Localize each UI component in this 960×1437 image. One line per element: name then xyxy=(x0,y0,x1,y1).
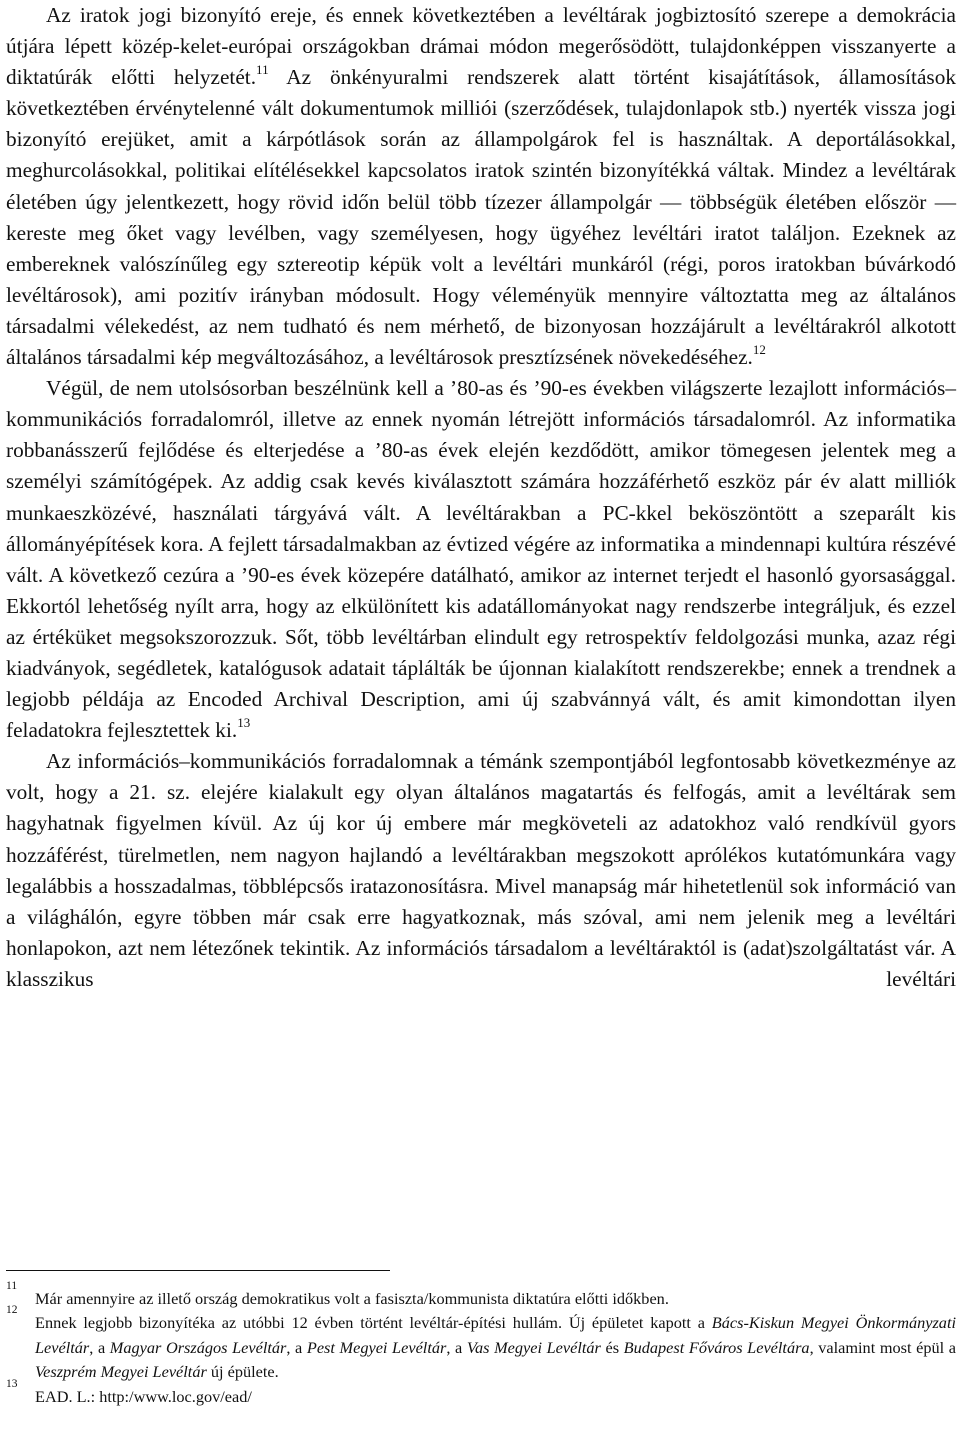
footnote-italic-segment: Magyar Országos Levéltár xyxy=(109,1337,287,1357)
footnote-italic-segment: Bács-Kiskun Megyei Önkormányzati Levéltár xyxy=(35,1313,956,1357)
footnote-12 xyxy=(6,1304,956,1384)
paragraph-2 xyxy=(6,373,956,746)
footnote-segment: EAD. L.: http:/www.loc.gov/ead/ xyxy=(35,1386,252,1406)
footnote-italic-segment: Pest Megyei Levéltár xyxy=(306,1337,447,1357)
footnote-number: 11 xyxy=(6,1280,18,1292)
footnote-text xyxy=(35,1387,252,1406)
footnote-italic-segment: Budapest Főváros Levéltára xyxy=(623,1337,810,1357)
footnote-segment: , a xyxy=(286,1337,307,1357)
footnote-segment: , a xyxy=(446,1337,467,1357)
footnotes-section xyxy=(6,1280,956,1409)
footnote-11 xyxy=(6,1280,956,1311)
paragraph-1-text-a: Az iratok jogi bizonyító ereje, és ennek következtében a levéltárak jogbiztosító szerepe a demokrácia útjára lépett közép-kelet-európai országokban drámai módon megerősödött, tulajdonképpen visszanyerte a diktatúrák előtti helyzetét. xyxy=(6,3,956,90)
footnote-13 xyxy=(6,1377,956,1409)
footnote-number: 12 xyxy=(6,1304,18,1317)
footnote-ref-12[interactable]: 12 xyxy=(752,342,766,358)
footnote-italic-segment: Veszprém Megyei Levéltár xyxy=(35,1362,207,1382)
paragraph-1 xyxy=(6,0,956,373)
footnote-ref-11[interactable]: 11 xyxy=(256,62,269,78)
paragraph-3 xyxy=(6,746,956,995)
footnote-segment: , a xyxy=(89,1337,110,1357)
footnote-segment: új épülete. xyxy=(206,1362,279,1382)
footnote-separator xyxy=(6,1270,390,1271)
footnote-segment: és xyxy=(600,1337,624,1357)
footnote-italic-segment: Vas Megyei Levéltár xyxy=(466,1337,601,1357)
footnote-text xyxy=(35,1313,956,1381)
footnote-segment: Már amennyire az illető ország demokratikus volt a fasiszta/kommunista diktatúra előtti időkben. xyxy=(35,1289,669,1308)
footnote-segment: , valamint most épül a xyxy=(809,1337,956,1357)
document-page xyxy=(6,0,956,995)
footnote-segment: Ennek legjobb bizonyítéka az utóbbi 12 évben történt levéltár-építési hullám. Új épületet kapott a xyxy=(35,1313,712,1333)
paragraph-2-text: Végül, de nem utolsósorban beszélnünk kell a ’80-as és ’90-es években világszerte lezajlott információs–kommunikációs forradalomról, illetve az ennek nyomán létrejött információs társadalomról. Az informatika robbanásszerű fejlődése és elterjedése a ’80-as évek elején kezdődött, amikor tömegesen jelentek meg a személyi számítógépek. Az addig csak kevés kiválasztott számára hozzáférhető eszköz pár év alatt milliók munkaeszközévé, használati tárgyává vált. A levéltárakban a PC-kkel beköszöntött a szeparált kis állományépítések kora. A fejlett társadalmakban az évtized végére az informatika a mindennapi kultúra részévé vált. A következő cezúra a ’90-es évek közepére datálható, amikor az internet terjedt el hasonló gyorsasággal. Ekkortól lehetőség nyílt arra, hogy az elkülönített kis adatállományokat nagy rendszerbe integráljuk, és ezzel az értéküket megsokszorozzuk. Sőt, több levéltárban elindult egy retrospektív feldolgozási munka, azaz régi kiadványok, segédletek, katalógusok adatait táplálták be újonnan kialakított rendszerekbe; ennek a trendnek a legjobb példája az Encoded Archival Description, ami új szabvánnyá vált, és amit kimondottan ilyen feladatokra fejlesztettek ki. xyxy=(6,376,956,743)
footnote-text xyxy=(35,1289,669,1308)
footnote-number: 13 xyxy=(6,1377,18,1390)
paragraph-1-text-b: Az önkényuralmi rendszerek alatt történt kisajátítások, államosítások következtében érvénytelenné vált dokumentumok milliói (szerződések, tulajdonlapok stb.) nyerték vissza jogi bizonyító erejüket, amit a kárpótlások során az állampolgárok fel is használtak. A deportálásokkal, meghurcolásokkal, politikai elítélésekkel kapcsolatos iratok szintén bizonyítékká váltak. Mindez a levéltárak életében úgy jelentkezett, hogy rövid időn belül több tízezer állampolgár — többségük életében először — kereste meg őket vagy levélben, vagy személyesen, hogy ügyéhez levéltári iratot találjon. Ezeknek az embereknek valószínűleg egy sztereotip képük volt a levéltári munkáról (régi, poros iratokban búvárkodó levéltárosok), ami pozitív irányban módosult. Hogy véleményük mennyire változtatta meg az általános társadalmi vélekedést, az nem tudható és nem mérhető, de bizonyosan hozzájárult a levéltárakról alkotott általános társadalmi kép megváltozásához, a levéltárosok presztízsének növekedéséhez. xyxy=(6,65,956,370)
footnote-ref-13[interactable]: 13 xyxy=(237,715,251,731)
paragraph-3-text: Az információs–kommunikációs forradalomnak a témánk szempontjából legfontosabb következménye az volt, hogy a 21. sz. elejére kialakult egy olyan általános magatartás és felfogás, amit a levéltárak sem hagyhatnak figyelmen kívül. Az új kor új embere már megköveteli az adatokhoz való rendkívül gyors hozzáférést, türelmetlen, nem nagyon hajlandó a levéltárakban megszokott aprólékos kutatómunkára vagy legalábbis a hosszadalmas, többlépcsős iratazonosításra. Mivel manapság már hihetetlenül sok információ van a világhálón, egyre többen már csak erre hagyatkoznak, más szóval, ami nem jelenik meg a levéltári honlapokon, azt nem létezőnek tekintik. Az információs társadalom a levéltáraktól is (adat)szolgáltatást vár. A klasszikus levéltári xyxy=(6,749,956,991)
